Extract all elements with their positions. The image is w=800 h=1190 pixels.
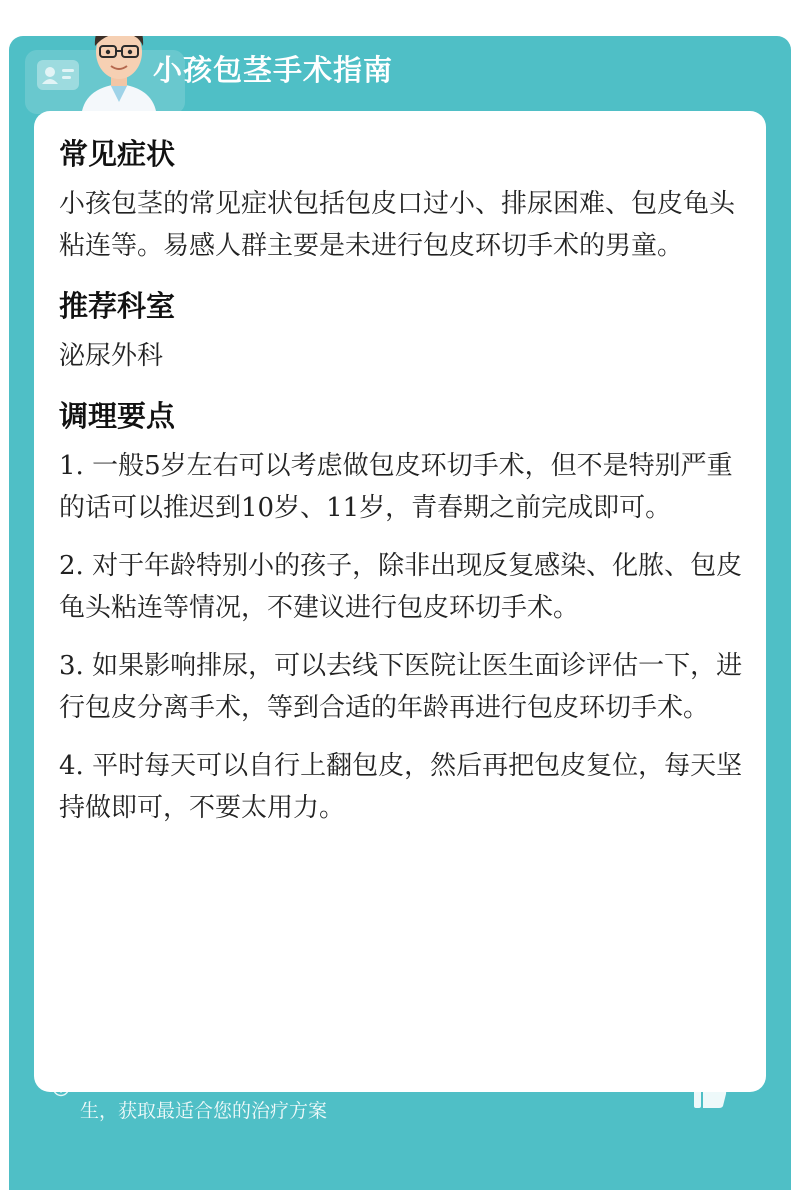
symptoms-paragraph: 小孩包茎的常见症状包括包皮口过小、排尿困难、包皮龟头粘连等。易感人群主要是未进行包皮环切手术的男童。 bbox=[59, 189, 736, 261]
footer-disclaimer bbox=[52, 1065, 692, 1127]
care-tip-item: 1. 一般5岁左右可以考虑做包皮环切手术，但不是特别严重的话可以推迟到10岁、11岁，青春期之前完成即可。 bbox=[59, 451, 733, 523]
card-content bbox=[59, 131, 749, 845]
care-tip-item: 4. 平时每天可以自行上翻包皮，然后再把包皮复位，每天坚持做即可，不要太用力。 bbox=[59, 751, 743, 823]
info-icon bbox=[52, 1079, 70, 1097]
section-title-symptoms: 常见症状 bbox=[59, 137, 176, 171]
thumbs-up-icon[interactable] bbox=[692, 1076, 728, 1110]
guide-panel bbox=[9, 36, 791, 1190]
page-title: 小孩包茎手术指南 bbox=[153, 53, 394, 87]
section-title-department: 推荐科室 bbox=[59, 289, 176, 323]
care-tip-item: 2. 对于年龄特别小的孩子，除非出现反复感染、化脓、包皮龟头粘连等情况，不建议进行包皮环切手术。 bbox=[59, 551, 743, 623]
section-title-care-tips: 调理要点 bbox=[59, 399, 176, 433]
disclaimer-text: 京东互联网医院提醒您：内容仅供参考，如有相关疾病，请咨询专业医生，获取最适合您的治疗方案 bbox=[80, 1069, 670, 1122]
care-tip-item: 3. 如果影响排尿，可以去线下医院让医生面诊评估一下，进行包皮分离手术，等到合适的年龄再进行包皮环切手术。 bbox=[59, 651, 743, 723]
content-card bbox=[34, 111, 766, 1092]
department-paragraph: 泌尿外科 bbox=[59, 341, 164, 371]
